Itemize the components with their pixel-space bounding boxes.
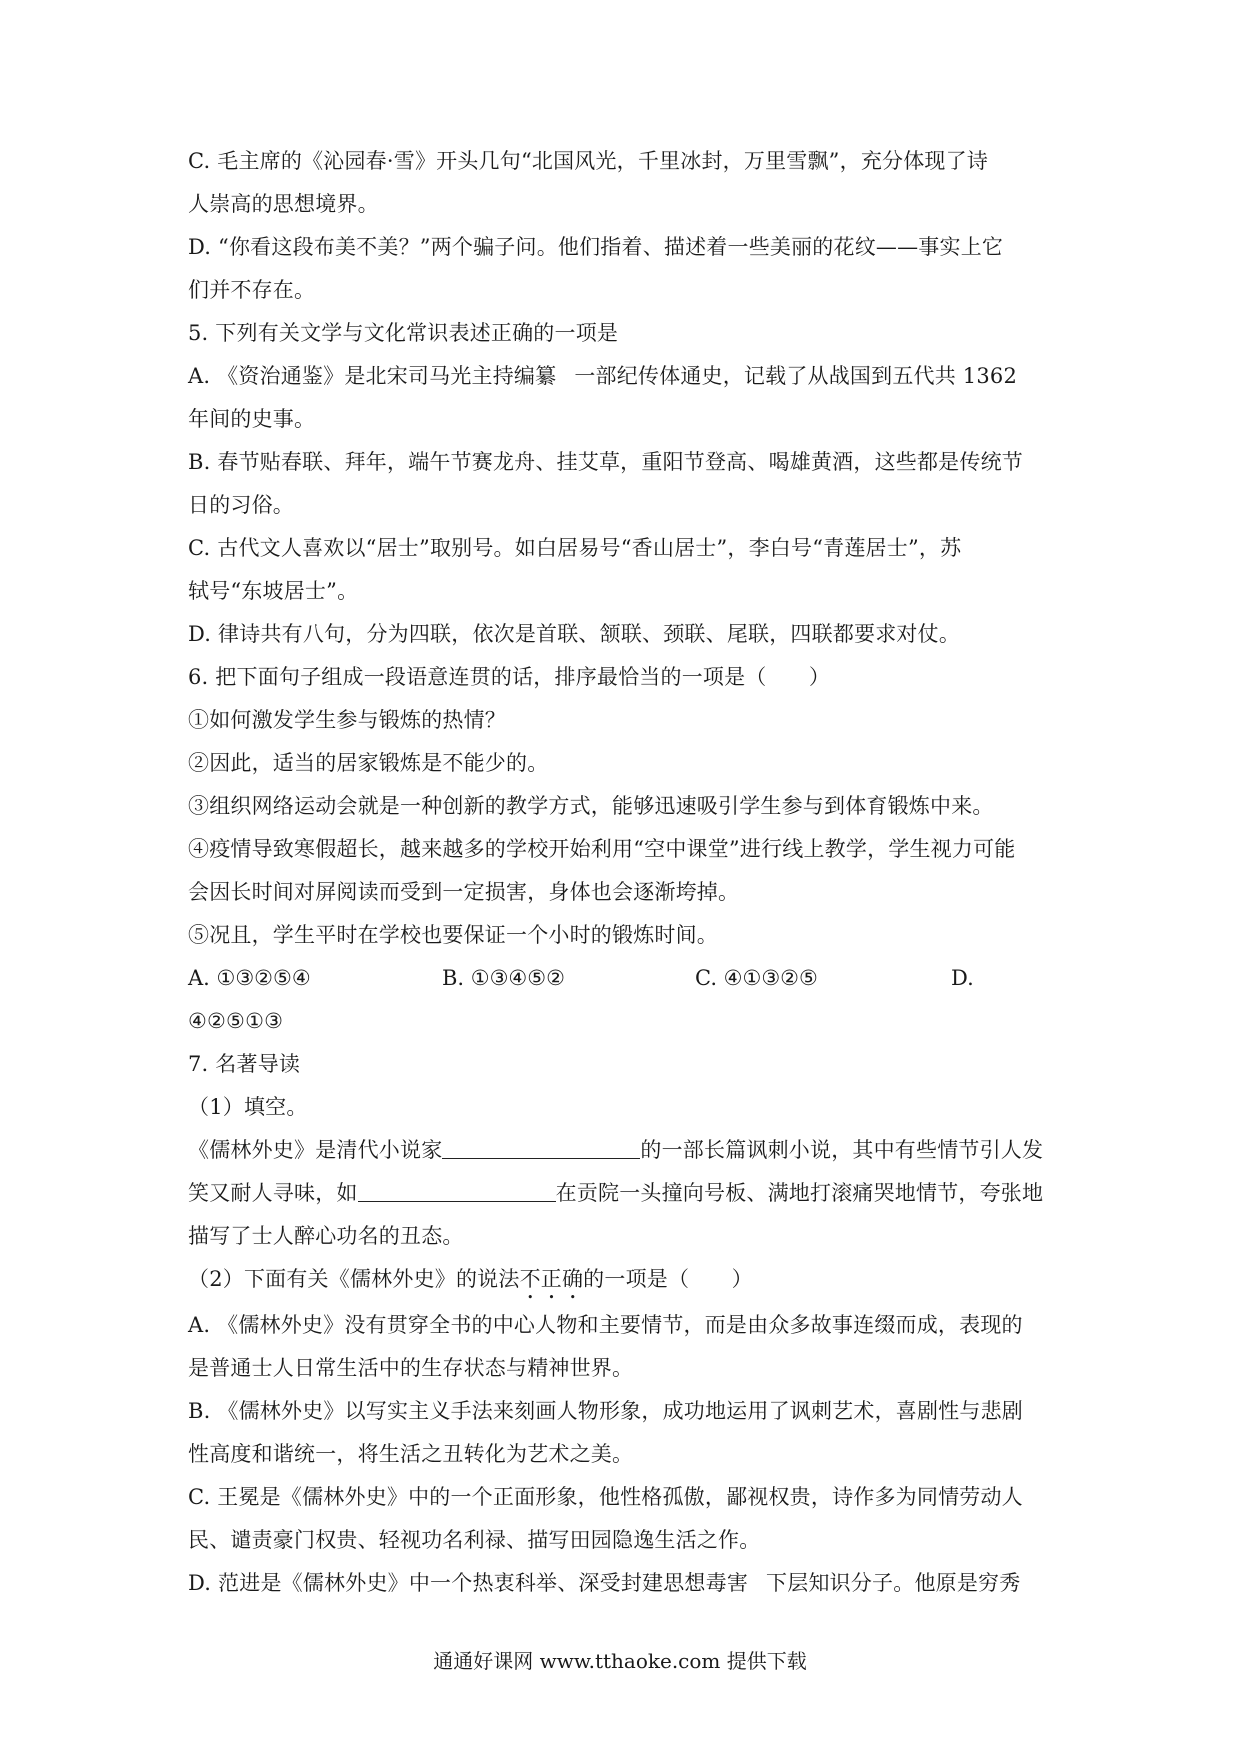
q7-stem: 7. 名著导读 xyxy=(188,1052,301,1076)
q6-sentence-5: ⑤况且，学生平时在学校也要保证一个小时的锻炼时间。 xyxy=(188,923,718,947)
q5-option-a-line1 xyxy=(188,355,1058,398)
q7-option-b-line1: B. 《儒林外史》以写实主义手法来刻画人物形象，成功地运用了讽刺艺术，喜剧性与悲剧 xyxy=(188,1399,1023,1423)
q6-sentence-2: ②因此，适当的居家锻炼是不能少的。 xyxy=(188,751,549,775)
q4-option-d-line2: 们并不存在。 xyxy=(188,278,316,302)
q7-sub2 xyxy=(188,1258,1058,1304)
q5-option-a-part1: A. 《资治通鉴》是北宋司马光主持编纂 xyxy=(188,364,557,388)
q7-option-d-part2: 下层知识分子。他原是穷秀 xyxy=(766,1571,1021,1595)
q5-option-b-line2: 日的习俗。 xyxy=(188,493,294,517)
q6-sentence-4-line2: 会因长时间对屏阅读而受到一定损害，身体也会逐渐垮掉。 xyxy=(188,880,740,904)
q7-sub2-post: 的一项是（ ） xyxy=(583,1267,753,1291)
q7-fill-line3: 描写了士人醉心功名的丑态。 xyxy=(188,1224,464,1248)
q5-option-b-line1: B. 春节贴春联、拜年，端午节赛龙舟、挂艾草，重阳节登高、喝雄黄酒，这些都是传统节 xyxy=(188,450,1023,474)
q7-sub2-pre: （2）下面有关《儒林外史》的说法 xyxy=(188,1267,520,1291)
q7-fill-line1-text-a: 《儒林外史》是清代小说家 xyxy=(188,1138,443,1162)
q7-fill-line2-text-b: 在贡院一头撞向号板、满地打滚痛哭地情节，夸张地 xyxy=(555,1181,1044,1205)
q7-blank-2[interactable] xyxy=(358,1177,556,1202)
q7-option-a-line1: A. 《儒林外史》没有贯穿全书的中心人物和主要情节，而是由众多故事连缀而成，表现的 xyxy=(188,1313,1023,1337)
document-page xyxy=(188,140,1058,1605)
q6-options-row xyxy=(188,957,1058,1000)
q7-option-c-line1: C. 王冕是《儒林外史》中的一个正面形象，他性格孤傲，鄙视权贵，诗作多为同情劳动人 xyxy=(188,1485,1023,1509)
q4-option-c-line2: 人崇高的思想境界。 xyxy=(188,192,379,216)
q5-option-c-line1: C. 古代文人喜欢以“居士”取别号。如白居易号“香山居士”，李白号“青莲居士”，苏 xyxy=(188,536,962,560)
q5-option-d-line1: D. 律诗共有八句，分为四联，依次是首联、颔联、颈联、尾联，四联都要求对仗。 xyxy=(188,622,961,646)
q7-fill-line2-text-a: 笑又耐人寻味，如 xyxy=(188,1181,358,1205)
q7-sub2-emphasis: 不正确 xyxy=(519,1267,584,1291)
q7-sub1: （1）填空。 xyxy=(188,1095,308,1119)
q7-fill-line1-text-b: 的一部长篇讽刺小说，其中有些情节引人发 xyxy=(640,1138,1044,1162)
q6-option-c: C. ④①③②⑤ xyxy=(695,966,818,990)
q6-stem: 6. 把下面句子组成一段语意连贯的话，排序最恰当的一项是（ ） xyxy=(188,665,831,689)
page-footer: 通通好课网 www.tthaoke.com 提供下载 xyxy=(433,1649,807,1673)
q7-blank-1[interactable] xyxy=(442,1134,640,1159)
q4-option-d-line1: D. “你看这段布美不美？”两个骗子问。他们指着、描述着一些美丽的花纹——事实上它 xyxy=(188,235,1004,259)
q6-option-d-value: ④②⑤①③ xyxy=(188,1009,284,1033)
q6-option-b: B. ①③④⑤② xyxy=(442,966,565,990)
q5-option-a-part2: 一部纪传体通史，记载了从战国到五代共 1362 xyxy=(574,364,1018,388)
q7-option-c-line2: 民、谴责豪门权贵、轻视功名利禄、描写田园隐逸生活之作。 xyxy=(188,1528,761,1552)
q7-option-d-line1 xyxy=(188,1562,1058,1605)
q5-option-a-line2: 年间的史事。 xyxy=(188,407,316,431)
q6-sentence-4-line1: ④疫情导致寒假超长，越来越多的学校开始利用“空中课堂”进行线上教学，学生视力可能 xyxy=(188,837,1016,861)
q6-sentence-1: ①如何激发学生参与锻炼的热情？ xyxy=(188,708,506,732)
q6-option-d: D. xyxy=(951,966,974,990)
q6-option-a: A. ①③②⑤④ xyxy=(188,966,311,990)
q7-option-b-line2: 性高度和谐统一，将生活之丑转化为艺术之美。 xyxy=(188,1442,634,1466)
q7-fill-line2 xyxy=(188,1172,1058,1215)
q4-option-c-line1: C. 毛主席的《沁园春·雪》开头几句“北国风光，千里冰封，万里雪飘”，充分体现了诗 xyxy=(188,149,989,173)
q7-option-d-part1: D. 范进是《儒林外史》中一个热衷科举、深受封建思想毒害 xyxy=(188,1571,749,1595)
q6-sentence-3: ③组织网络运动会就是一种创新的教学方式，能够迅速吸引学生参与到体育锻炼中来。 xyxy=(188,794,994,818)
q7-fill-line1 xyxy=(188,1129,1058,1172)
q5-stem: 5. 下列有关文学与文化常识表述正确的一项是 xyxy=(188,321,619,345)
q5-option-c-line2: 轼号“东坡居士”。 xyxy=(188,579,359,603)
q7-option-a-line2: 是普通士人日常生活中的生存状态与精神世界。 xyxy=(188,1356,634,1380)
